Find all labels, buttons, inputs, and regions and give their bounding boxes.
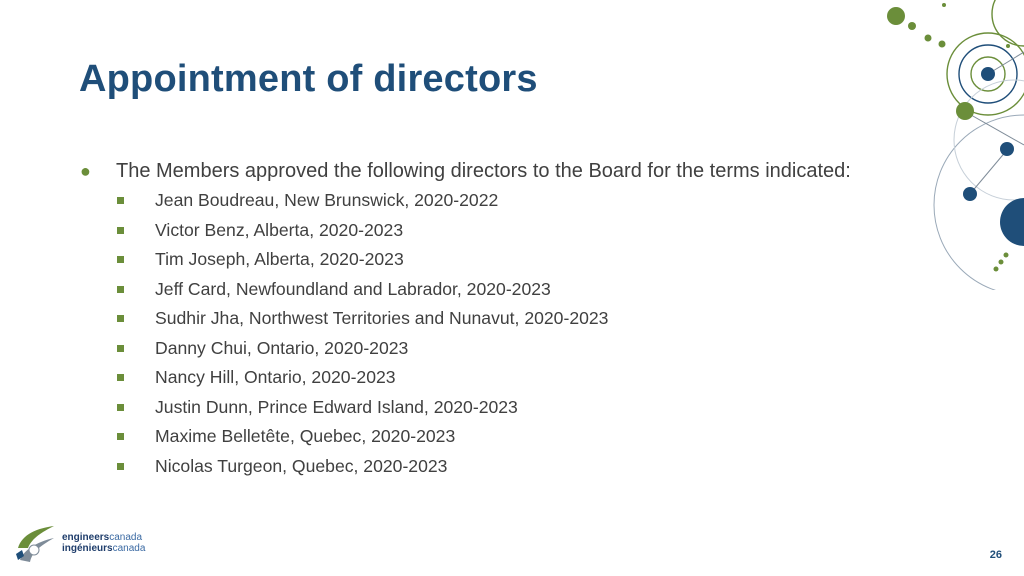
list-item <box>80 393 940 423</box>
square-bullet-icon <box>117 197 124 204</box>
intro-text: The Members approved the following directors to the Board for the terms indicated: <box>116 159 851 182</box>
page-number: 26 <box>989 549 1002 561</box>
logo-wordmark <box>62 532 145 554</box>
square-bullet-icon <box>117 433 124 440</box>
square-bullet-icon <box>117 463 124 470</box>
director-entry: Jean Boudreau, New Brunswick, 2020-2022 <box>155 190 499 211</box>
director-entry: Jeff Card, Newfoundland and Labrador, 2020-2023 <box>155 278 551 299</box>
list-item <box>80 304 940 334</box>
square-bullet-icon <box>117 256 124 263</box>
director-entry: Justin Dunn, Prince Edward Island, 2020-2023 <box>155 396 518 417</box>
engineers-canada-logo-icon <box>14 520 58 566</box>
engineers-canada-logo <box>14 520 145 566</box>
slide-title: Appointment of directors <box>79 58 538 100</box>
round-bullet-icon: ● <box>80 160 91 181</box>
director-entry: Nicolas Turgeon, Quebec, 2020-2023 <box>155 455 448 476</box>
list-item <box>80 275 940 305</box>
director-entry: Victor Benz, Alberta, 2020-2023 <box>155 219 404 240</box>
director-entry: Maxime Belletête, Quebec, 2020-2023 <box>155 426 456 447</box>
director-entry: Danny Chui, Ontario, 2020-2023 <box>155 337 409 358</box>
list-item <box>80 216 940 246</box>
intro-bullet <box>80 156 940 186</box>
list-item <box>80 245 940 275</box>
logo-line-english: engineerscanada <box>62 532 143 543</box>
square-bullet-icon <box>117 315 124 322</box>
list-item <box>80 363 940 393</box>
slide-content <box>80 156 940 481</box>
square-bullet-icon <box>117 227 124 234</box>
list-item <box>80 334 940 364</box>
director-entry: Tim Joseph, Alberta, 2020-2023 <box>155 249 404 270</box>
square-bullet-icon <box>117 286 124 293</box>
director-entry: Nancy Hill, Ontario, 2020-2023 <box>155 367 396 388</box>
list-item <box>80 186 940 216</box>
list-item <box>80 452 940 482</box>
square-bullet-icon <box>117 374 124 381</box>
square-bullet-icon <box>117 345 124 352</box>
list-item <box>80 422 940 452</box>
square-bullet-icon <box>117 404 124 411</box>
director-entry: Sudhir Jha, Northwest Territories and Nunavut, 2020-2023 <box>155 308 609 329</box>
decorative-circles-graphic <box>874 0 1024 290</box>
logo-line-french: ingénieurscanada <box>62 543 146 554</box>
